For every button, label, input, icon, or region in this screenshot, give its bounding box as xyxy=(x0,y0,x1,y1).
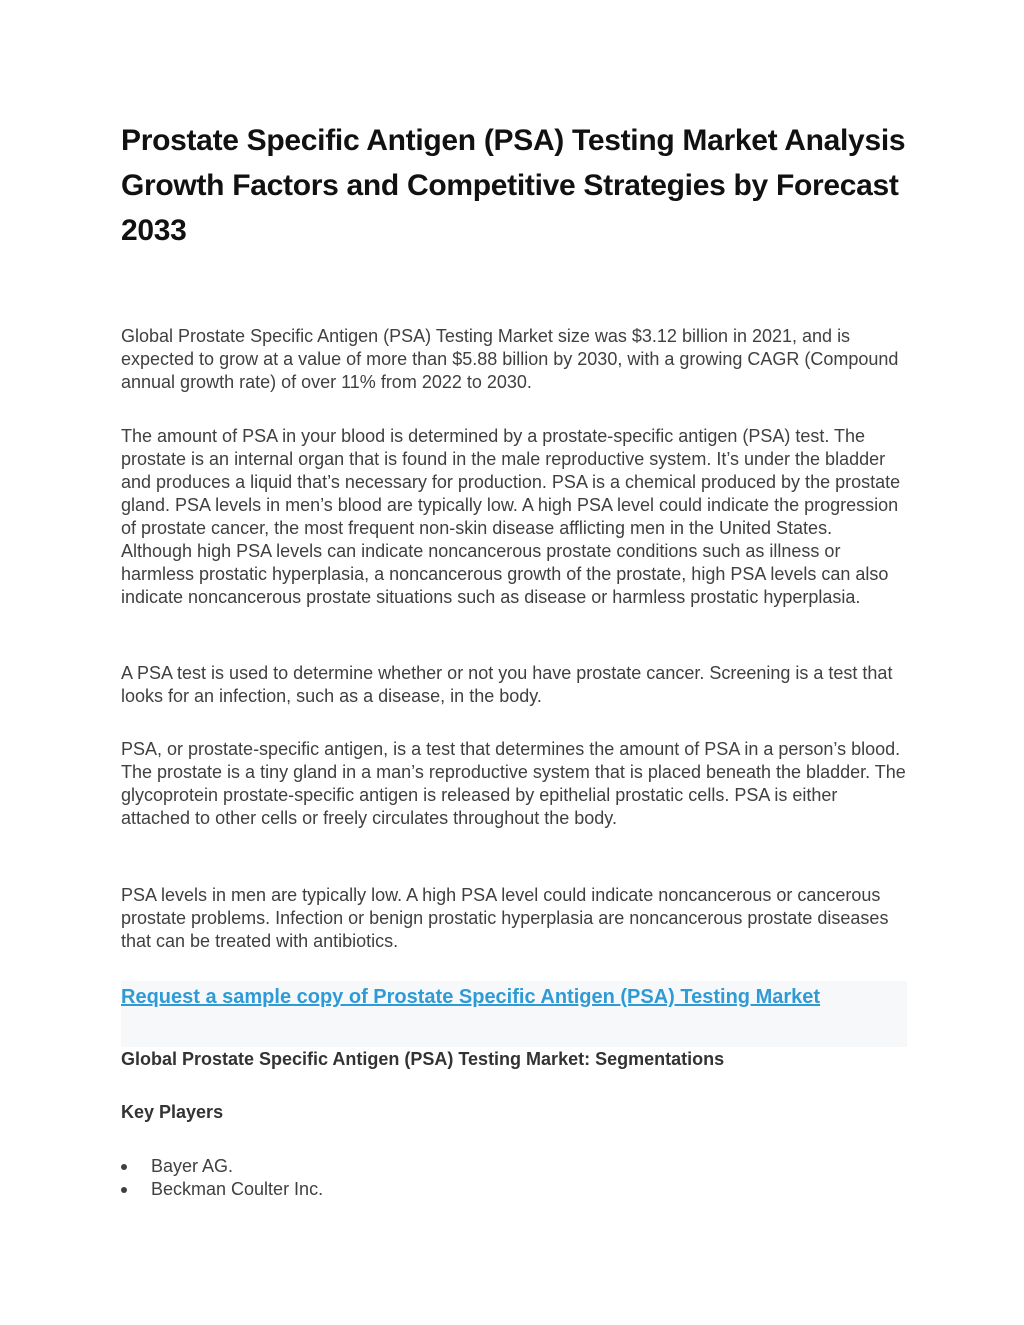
psa-definition-paragraph: The amount of PSA in your blood is determined by a prostate-specific antigen (PSA) test. The prostate is an internal organ that is found in the male reproductive system. It’s under the bladder and produces a liquid that’s necessary for production. PSA is a chemical produced by the prostate gland. PSA levels in men’s blood are typically low. A high PSA level could indicate the progression of prostate cancer, the most frequent non-skin disease afflicting men in the United States. Although high PSA levels can indicate noncancerous prostate conditions such as illness or harmless prostatic hyperplasia, a noncancerous growth of the prostate, high PSA levels can also indicate noncancerous prostate situations such as disease or harmless prostatic hyperplasia. xyxy=(121,426,901,607)
document-title: Prostate Specific Antigen (PSA) Testing Market Analysis Growth Factors and Competitive Strategies by Forecast 2033 xyxy=(121,124,906,247)
psa-antigen-paragraph: PSA, or prostate-specific antigen, is a test that determines the amount of PSA in a person’s blood. The prostate is a tiny gland in a man’s reproductive system that is placed beneath the bladder. The glycoprotein prostate-specific antigen is released by epithelial prostatic cells. PSA is either attached to other cells or freely circulates throughout the body. xyxy=(121,739,906,828)
market-size-paragraph: Global Prostate Specific Antigen (PSA) Testing Market size was $3.12 billion in 2021, and is expected to grow at a value of more than $5.88 billion by 2030, with a growing CAGR (Compound annual growth rate) of over 11% from 2022 to 2030. xyxy=(121,326,899,392)
key-players-list xyxy=(121,1155,907,1201)
player-name: Beckman Coulter Inc. xyxy=(151,1179,324,1199)
bullet-icon xyxy=(121,1187,127,1193)
list-item xyxy=(121,1155,907,1178)
segmentations-heading: Global Prostate Specific Antigen (PSA) Testing Market: Segmentations xyxy=(121,1049,725,1069)
sample-request-box xyxy=(121,981,907,1047)
player-name: Bayer AG. xyxy=(151,1156,234,1176)
psa-test-paragraph: A PSA test is used to determine whether or not you have prostate cancer. Screening is a test that looks for an infection, such as a disease, in the body. xyxy=(121,663,893,706)
request-sample-link[interactable]: Request a sample copy of Prostate Specific Antigen (PSA) Testing Market xyxy=(121,986,821,1008)
bullet-icon xyxy=(121,1164,127,1170)
list-item xyxy=(121,1178,907,1201)
psa-levels-paragraph: PSA levels in men are typically low. A high PSA level could indicate noncancerous or cancerous prostate problems. Infection or benign prostatic hyperplasia are noncancerous prostate diseases that can be treated with antibiotics. xyxy=(121,885,889,951)
key-players-heading: Key Players xyxy=(121,1102,224,1122)
